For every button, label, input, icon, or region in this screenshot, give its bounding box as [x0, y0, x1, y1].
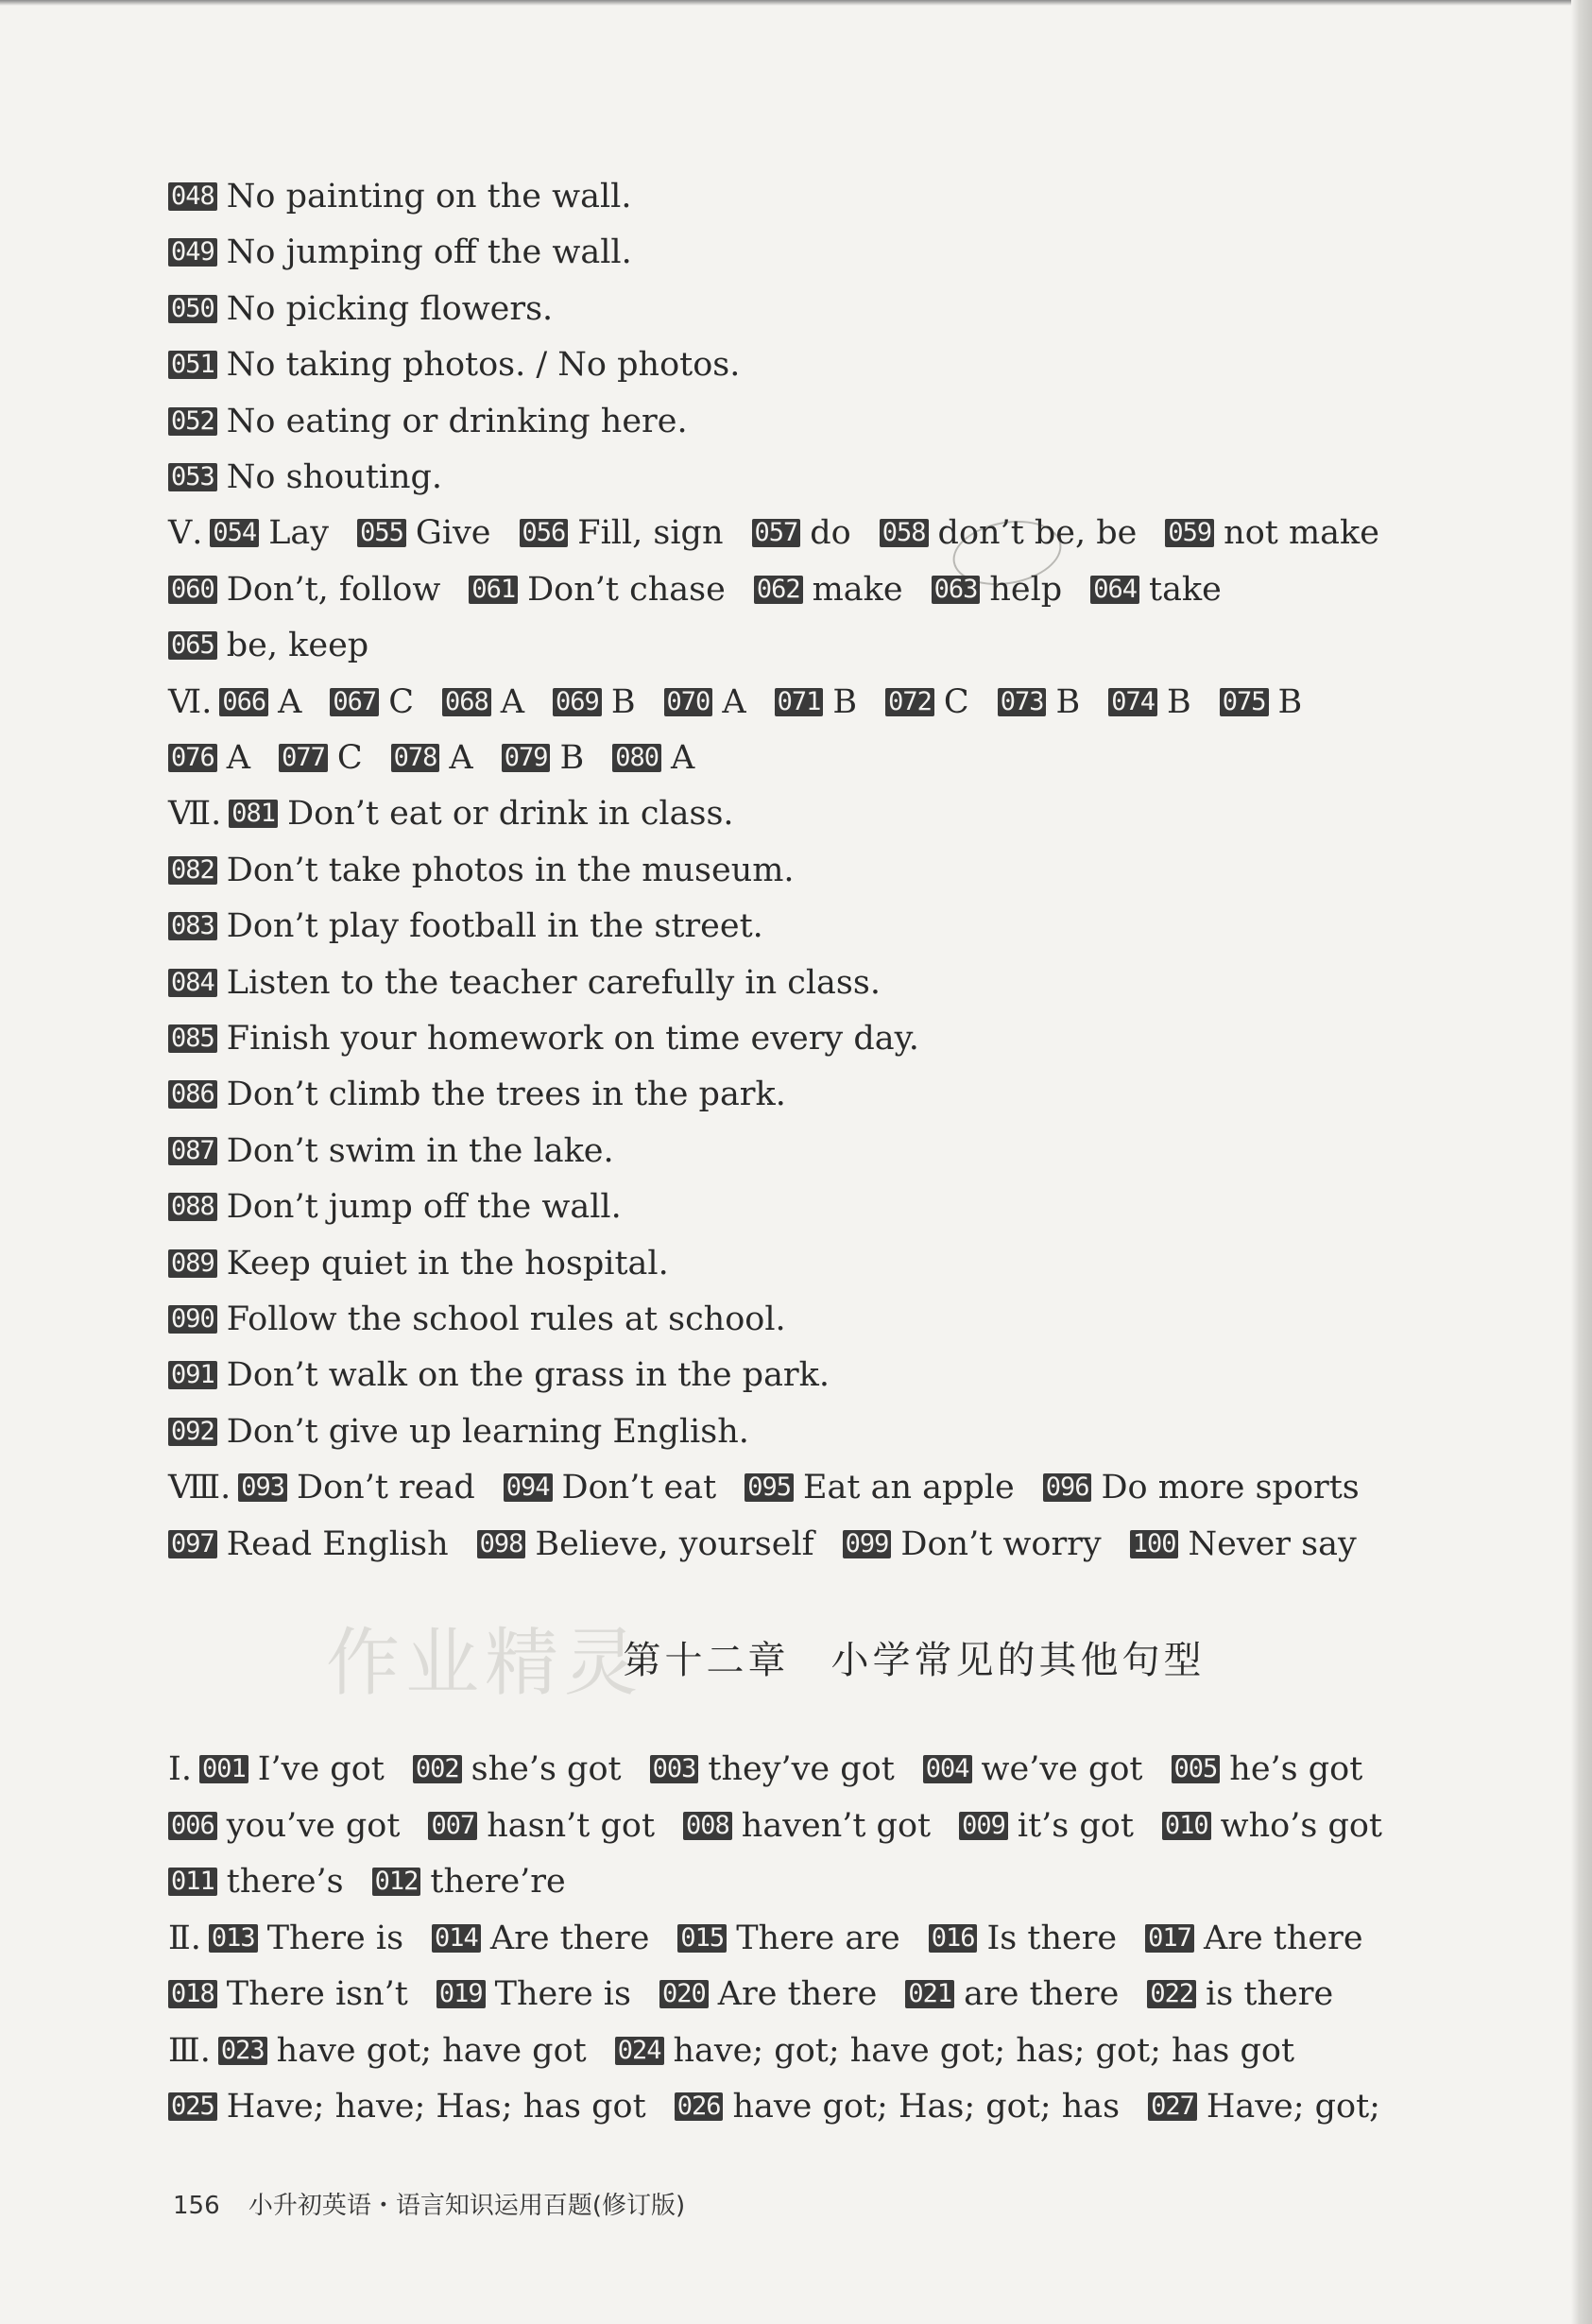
answer-text: A [449, 739, 473, 777]
question-number-badge: 056 [520, 519, 569, 547]
answer-item [502, 739, 585, 777]
question-number-badge: 090 [168, 1305, 217, 1334]
question-number-badge: 073 [998, 688, 1047, 716]
page-top-edge [0, 0, 1592, 6]
answer-text: No jumping off the wall. [226, 233, 632, 272]
question-number-badge: 057 [752, 519, 801, 547]
answer-text: have got; Has; got; has [732, 2088, 1121, 2126]
answer-text: we’ve got [981, 1750, 1143, 1788]
answer-line [168, 683, 1302, 721]
answer-text: Believe, yourself [535, 1524, 814, 1563]
answer-item [929, 1919, 1117, 1957]
answer-text: Read English [226, 1524, 449, 1563]
answer-line [168, 907, 763, 945]
question-number-badge: 005 [1172, 1755, 1221, 1783]
answer-item [775, 683, 858, 721]
answer-line [168, 2088, 1380, 2126]
question-number-badge: 084 [168, 969, 217, 997]
question-number-badge: 093 [238, 1473, 287, 1502]
question-number-badge: 024 [615, 2037, 664, 2065]
question-number-badge: 014 [432, 1924, 481, 1953]
answer-item [330, 683, 414, 721]
answer-item [391, 739, 473, 777]
answer-line [168, 178, 631, 215]
answer-line [168, 1413, 749, 1451]
answer-text: No shouting. [226, 458, 443, 496]
answer-item [168, 2088, 646, 2126]
answer-item [168, 178, 631, 215]
question-number-badge: 097 [168, 1530, 217, 1558]
question-number-badge: 010 [1162, 1812, 1211, 1840]
question-number-badge: 087 [168, 1137, 217, 1165]
question-number-badge: 065 [168, 631, 217, 660]
answer-item [1162, 1807, 1382, 1845]
answer-item [168, 1076, 786, 1113]
answer-text: do [810, 514, 851, 553]
answer-text: there’re [430, 1863, 566, 1901]
question-number-badge: 054 [210, 519, 259, 547]
answer-text: Finish your homework on time every day. [226, 1020, 919, 1058]
answer-text: Don’t play football in the street. [226, 907, 763, 946]
watermark: 作业精灵 [326, 1621, 644, 1706]
question-number-badge: 006 [168, 1812, 217, 1840]
answer-item [1130, 1525, 1357, 1563]
answer-text: are there [964, 1975, 1120, 2013]
answer-line [168, 739, 694, 777]
answer-item [664, 683, 746, 721]
book-title: 小升初英语・语言知识运用百题(修订版) [248, 2192, 686, 2220]
answer-item [1148, 2088, 1380, 2126]
answer-item [229, 795, 733, 833]
answer-line [168, 1750, 1362, 1788]
answer-text: Keep quiet in the hospital. [226, 1244, 669, 1283]
answer-line [168, 795, 734, 833]
answer-text: have; got; have got; has; got; has got [673, 2031, 1295, 2070]
question-number-badge: 085 [168, 1024, 217, 1053]
answer-text: Don’t eat or drink in class. [287, 795, 734, 834]
answer-text: B [610, 682, 636, 721]
question-number-badge: 098 [477, 1530, 526, 1558]
answer-text: don’t be, be [937, 514, 1138, 553]
answer-text: Don’t walk on the grass in the park. [226, 1356, 830, 1395]
answer-text: A [722, 682, 746, 721]
answer-item [553, 683, 636, 721]
answer-text: Are there [717, 1975, 878, 2013]
question-number-badge: 079 [502, 744, 551, 772]
question-number-badge: 099 [843, 1530, 892, 1558]
answer-item [1220, 683, 1303, 721]
answer-item [168, 1132, 614, 1170]
page-right-edge [1571, 0, 1592, 2324]
answer-text: There is [494, 1975, 631, 2013]
question-number-badge: 081 [229, 800, 278, 828]
answer-text: it’s got [1017, 1806, 1134, 1845]
answer-text: No eating or drinking here. [226, 402, 688, 440]
question-number-badge: 096 [1043, 1473, 1092, 1502]
chapter-heading [0, 1621, 1592, 1706]
answer-item [905, 1975, 1119, 2013]
page-number: 156 [173, 2192, 220, 2220]
answer-item [428, 1807, 655, 1845]
question-number-badge: 004 [923, 1755, 972, 1783]
question-number-badge: 100 [1130, 1530, 1179, 1558]
answer-line [168, 514, 1379, 552]
answer-line [168, 1132, 614, 1170]
chapter-title: 第十二章 小学常见的其他句型 [623, 1639, 1206, 1682]
answer-item [357, 514, 490, 552]
answer-item [1145, 1919, 1362, 1957]
question-number-badge: 051 [168, 351, 217, 379]
page-footer [173, 2186, 685, 2221]
answer-item [659, 1975, 877, 2013]
answer-item [168, 739, 250, 777]
answer-text: Do more sports [1101, 1469, 1360, 1507]
answer-item [959, 1807, 1134, 1845]
answer-item [168, 1356, 830, 1394]
answer-text: Is there [986, 1919, 1118, 1957]
question-number-badge: 001 [199, 1755, 248, 1783]
answer-line [168, 852, 795, 889]
answer-line [168, 1919, 1363, 1957]
answer-text: B [1055, 682, 1081, 721]
answer-text: haven’t got [741, 1806, 932, 1845]
question-number-badge: 094 [504, 1473, 553, 1502]
question-number-badge: 052 [168, 407, 217, 436]
question-number-badge: 027 [1148, 2092, 1197, 2121]
section-number: Ⅶ. [168, 795, 222, 834]
answer-text: Listen to the teacher carefully in class. [226, 963, 881, 1002]
answer-text: I’ve got [257, 1750, 385, 1788]
question-number-badge: 071 [775, 688, 824, 716]
answer-line [168, 1807, 1382, 1845]
answer-text: Don’t swim in the lake. [226, 1131, 614, 1170]
answer-item [168, 1020, 919, 1058]
answer-line [168, 571, 1222, 609]
answer-item [199, 1750, 385, 1788]
answer-item [168, 1525, 449, 1563]
answer-item [218, 2032, 587, 2070]
answer-text: C [388, 682, 414, 721]
answer-item [650, 1750, 895, 1788]
answer-item [238, 1469, 475, 1506]
question-number-badge: 069 [553, 688, 602, 716]
answer-text: Don’t climb the trees in the park. [226, 1076, 786, 1114]
answer-item [442, 683, 524, 721]
answer-text: Don’t give up learning English. [226, 1412, 749, 1451]
answer-text: take [1149, 570, 1222, 609]
answer-item [1090, 571, 1222, 609]
answer-text: Don’t read [297, 1469, 475, 1507]
answer-item [923, 1750, 1143, 1788]
answer-text: There is [266, 1919, 404, 1957]
answer-item [168, 1300, 786, 1338]
answer-item [520, 514, 724, 552]
section-number: Ⅵ. [168, 682, 213, 721]
answer-item [885, 683, 969, 721]
section-number: Ⅲ. [168, 2031, 211, 2070]
question-number-badge: 070 [664, 688, 713, 716]
answer-item [745, 1469, 1015, 1506]
answer-item [413, 1750, 622, 1788]
section-number: Ⅱ. [168, 1919, 201, 1957]
answer-line [168, 1469, 1360, 1506]
answer-text: is there [1206, 1975, 1334, 2013]
answer-item [683, 1807, 931, 1845]
answer-item [612, 739, 694, 777]
question-number-badge: 091 [168, 1361, 217, 1389]
answer-text: hasn’t got [487, 1806, 656, 1845]
question-number-badge: 089 [168, 1249, 217, 1278]
question-number-badge: 003 [650, 1755, 699, 1783]
answer-line [168, 627, 368, 664]
answer-item [998, 683, 1081, 721]
answer-item [168, 458, 442, 496]
answer-line [168, 458, 442, 496]
question-number-badge: 013 [209, 1924, 258, 1953]
answer-line [168, 2032, 1294, 2070]
question-number-badge: 078 [391, 744, 440, 772]
answer-item [168, 571, 440, 609]
answer-text: C [336, 739, 363, 777]
answer-text: A [278, 682, 302, 721]
answer-text: A [500, 682, 525, 721]
answer-item [168, 290, 553, 328]
answer-line [168, 1188, 622, 1226]
question-number-badge: 061 [469, 576, 518, 604]
answer-text: B [1166, 682, 1191, 721]
answer-text: Are there [1203, 1919, 1363, 1957]
answer-text: Have; have; Has; has got [226, 2088, 646, 2126]
question-number-badge: 026 [675, 2092, 724, 2121]
question-number-badge: 063 [932, 576, 981, 604]
question-number-badge: 075 [1220, 688, 1269, 716]
question-number-badge: 082 [168, 856, 217, 885]
answer-text: Give [415, 514, 491, 553]
question-number-badge: 074 [1108, 688, 1157, 716]
answer-text: Are there [489, 1919, 650, 1957]
answer-text: they’ve got [708, 1750, 895, 1788]
question-number-badge: 017 [1145, 1924, 1194, 1953]
question-number-badge: 023 [218, 2037, 267, 2065]
answer-line [168, 403, 688, 440]
answer-text: No picking flowers. [226, 289, 554, 328]
answer-text: C [943, 682, 969, 721]
answer-text: have got; have got [276, 2031, 587, 2070]
question-number-badge: 050 [168, 295, 217, 323]
answer-line [168, 1863, 566, 1901]
question-number-badge: 066 [219, 688, 268, 716]
question-number-badge: 060 [168, 576, 217, 604]
question-number-badge: 088 [168, 1193, 217, 1221]
answer-item [754, 571, 903, 609]
question-number-badge: 055 [357, 519, 406, 547]
answer-text: there’s [226, 1863, 344, 1901]
answer-text: be, keep [226, 627, 369, 665]
answer-item [209, 1919, 403, 1957]
answer-text: There are [736, 1919, 900, 1957]
answer-item [677, 1919, 899, 1957]
question-number-badge: 016 [929, 1924, 978, 1953]
answer-text: you’ve got [226, 1806, 401, 1845]
answer-item [168, 1975, 408, 2013]
question-number-badge: 076 [168, 744, 217, 772]
answer-text: Lay [268, 514, 330, 553]
answer-item [675, 2088, 1120, 2126]
question-number-badge: 067 [330, 688, 379, 716]
answer-item [843, 1525, 1102, 1563]
answer-item [168, 1245, 669, 1283]
question-number-badge: 015 [677, 1924, 727, 1953]
answer-text: make [812, 570, 903, 609]
question-number-badge: 019 [437, 1980, 486, 2008]
answer-line [168, 346, 740, 384]
question-number-badge: 092 [168, 1418, 217, 1446]
section-number: Ⅰ. [168, 1750, 192, 1788]
answer-item [210, 514, 329, 552]
question-number-badge: 068 [442, 688, 491, 716]
answer-text: No taking photos. / No photos. [226, 346, 741, 385]
answer-item [880, 514, 1138, 552]
answer-item [168, 1807, 400, 1845]
answer-text: Don’t, follow [226, 570, 441, 609]
question-number-badge: 095 [745, 1473, 794, 1502]
question-number-badge: 086 [168, 1080, 217, 1109]
answer-item [219, 683, 301, 721]
answer-item [168, 852, 795, 889]
question-number-badge: 025 [168, 2092, 217, 2121]
answer-item [168, 233, 632, 271]
answer-text: Don’t jump off the wall. [226, 1188, 622, 1227]
answer-item [168, 1188, 622, 1226]
answer-text: Have; got; [1206, 2088, 1380, 2126]
answer-item [168, 1413, 749, 1451]
question-number-badge: 011 [168, 1868, 217, 1896]
answer-text: Never say [1188, 1524, 1357, 1563]
answer-line [168, 1076, 786, 1113]
question-number-badge: 012 [372, 1868, 421, 1896]
answer-text: who’s got [1220, 1806, 1382, 1845]
question-number-badge: 053 [168, 463, 217, 491]
answer-line [168, 1975, 1333, 2013]
question-number-badge: 062 [754, 576, 803, 604]
answer-item [1147, 1975, 1333, 2013]
answer-item [1043, 1469, 1360, 1506]
answer-item [168, 907, 763, 945]
answer-text: No painting on the wall. [226, 178, 632, 215]
question-number-badge: 007 [428, 1812, 477, 1840]
answer-line [168, 1245, 669, 1283]
answer-text: B [559, 739, 585, 777]
answer-item [1172, 1750, 1363, 1788]
question-number-badge: 077 [279, 744, 328, 772]
answer-item [504, 1469, 716, 1506]
section-number: Ⅷ. [168, 1469, 231, 1507]
answer-item [168, 403, 688, 440]
answer-text: he’s got [1229, 1750, 1363, 1788]
answer-text: B [832, 682, 858, 721]
answer-item [279, 739, 363, 777]
answer-item [437, 1975, 631, 2013]
answer-text: Don’t chase [527, 570, 726, 609]
answer-text: Don’t eat [561, 1469, 717, 1507]
answer-item [432, 1919, 649, 1957]
question-number-badge: 059 [1165, 519, 1214, 547]
question-number-badge: 064 [1090, 576, 1139, 604]
question-number-badge: 048 [168, 182, 217, 211]
answer-item [168, 627, 368, 664]
question-number-badge: 022 [1147, 1980, 1196, 2008]
answer-text: Don’t worry [900, 1524, 1102, 1563]
answer-line [168, 964, 881, 1002]
question-number-badge: 008 [683, 1812, 732, 1840]
answer-line [168, 290, 553, 328]
answer-item [168, 964, 881, 1002]
answer-line [168, 233, 632, 271]
answer-text: Don’t take photos in the museum. [226, 851, 795, 889]
question-number-badge: 021 [905, 1980, 954, 2008]
question-number-badge: 080 [612, 744, 661, 772]
question-number-badge: 002 [413, 1755, 462, 1783]
answer-text: A [226, 739, 251, 777]
answer-line [168, 1300, 786, 1338]
answer-text: she’s got [471, 1750, 622, 1788]
question-number-badge: 083 [168, 912, 217, 940]
answer-item [168, 346, 740, 384]
answer-item [372, 1863, 566, 1901]
answer-item [168, 1863, 344, 1901]
question-number-badge: 018 [168, 1980, 217, 2008]
answer-item [752, 514, 851, 552]
answer-text: B [1277, 682, 1303, 721]
answer-line [168, 1356, 830, 1394]
question-number-badge: 072 [885, 688, 934, 716]
answer-text: not make [1224, 514, 1379, 553]
answer-item [615, 2032, 1294, 2070]
answer-text: Follow the school rules at school. [226, 1300, 786, 1338]
answer-item [1165, 514, 1379, 552]
answer-text: help [989, 570, 1063, 609]
answer-item [932, 571, 1063, 609]
answer-text: A [670, 739, 695, 777]
section-number: Ⅴ. [168, 514, 203, 553]
question-number-badge: 058 [880, 519, 929, 547]
answer-text: Eat an apple [802, 1469, 1015, 1507]
answer-text: There isn’t [226, 1975, 408, 2013]
question-number-badge: 009 [959, 1812, 1008, 1840]
answer-text: Fill, sign [577, 514, 724, 553]
answer-line [168, 1020, 919, 1058]
answer-line [168, 1525, 1357, 1563]
answer-item [469, 571, 725, 609]
question-number-badge: 049 [168, 238, 217, 267]
answer-item [1108, 683, 1191, 721]
answer-item [477, 1525, 814, 1563]
question-number-badge: 020 [659, 1980, 709, 2008]
